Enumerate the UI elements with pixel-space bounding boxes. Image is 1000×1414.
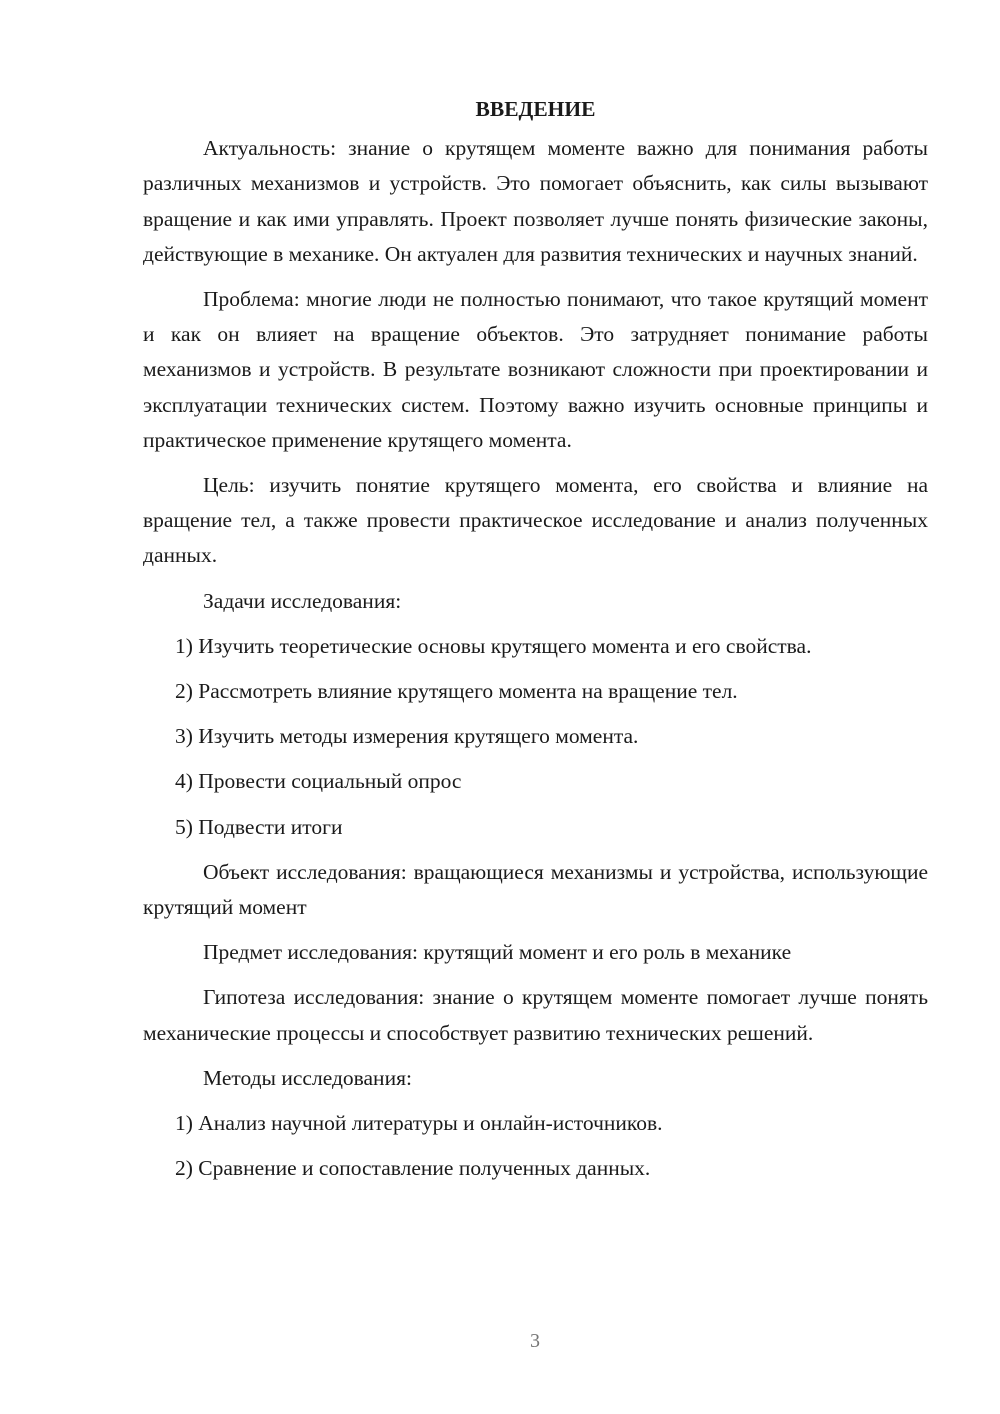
methods-list [143,1106,928,1186]
subject-paragraph: Предмет исследования: крутящий момент и его роль в механике [203,940,792,965]
object-paragraph: Объект исследования: вращающиеся механизмы и устройства, использующие крутящий момент [143,859,928,920]
list-item: 3) Изучить методы измерения крутящего момента. [175,724,639,749]
hypothesis-paragraph: Гипотеза исследования: знание о крутящем моменте помогает лучше понять механические процессы и способствует развитию технических решений. [143,985,928,1045]
problem-paragraph: Проблема: многие люди не полностью понимают, что такое крутящий момент и как он влияет на вращение объектов. Это затрудняет понимание работы механизмов и устройств. В результате возникают сложности при проектировании и эксплуатации технических систем. Поэтому важно изучить основные принципы и практическое применение крутящего момента. [143,287,928,452]
tasks-list [143,629,928,845]
section-title: ВВЕДЕНИЕ [475,97,596,121]
list-item: 5) Подвести итоги [175,814,343,839]
page-number: 3 [530,1330,540,1352]
relevance-paragraph: Актуальность: знание о крутящем моменте важно для понимания работы различных механизмов и устройств. Это помогает объяснить, как силы вызывают вращение и как ими управлять. Проект позволяет лучше понять физические законы, действующие в механике. Он актуален для развития технических и научных знаний. [143,136,928,266]
tasks-heading: Задачи исследования: [203,588,402,613]
document-body [143,92,928,1196]
list-item: 2) Сравнение и сопоставление полученных данных. [175,1156,651,1181]
list-item: 4) Провести социальный опрос [175,769,462,794]
methods-heading: Методы исследования: [203,1065,412,1090]
list-item: 1) Изучить теоретические основы крутящего момента и его свойства. [175,633,812,658]
list-item: 2) Рассмотреть влияние крутящего момента на вращение тел. [175,679,738,704]
list-item: 1) Анализ научной литературы и онлайн-источников. [175,1111,663,1136]
goal-paragraph: Цель: изучить понятие крутящего момента, его свойства и влияние на вращение тел, а также провести практическое исследование и анализ полученных данных. [143,473,928,568]
